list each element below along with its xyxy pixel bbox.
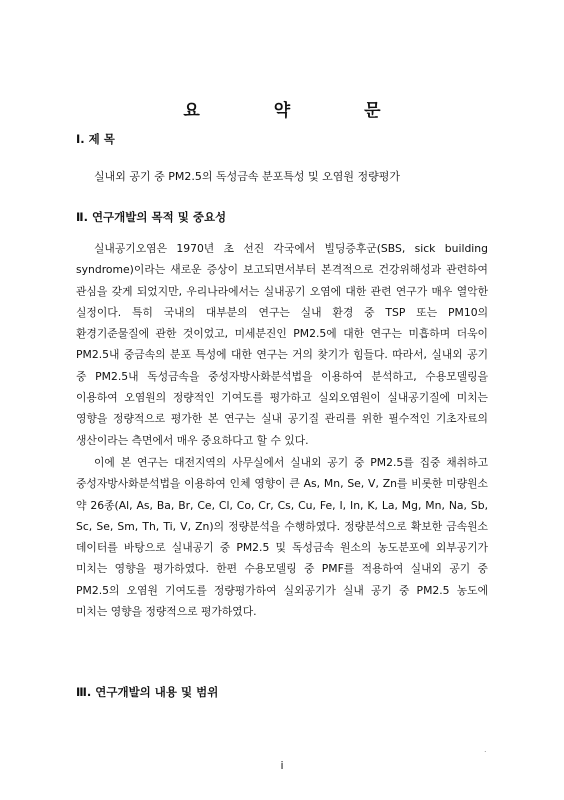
section-1-heading: Ⅰ. 제 목 xyxy=(76,132,115,146)
section-2-paragraph-1 xyxy=(76,238,488,451)
margin-mark: . xyxy=(484,745,487,754)
page-title xyxy=(0,96,564,121)
paragraph-1-text: 실내공기오염은 1970년 초 선진 각국에서 빌딩증후군(SBS, sick building syndrome)이라는 새로운 증상이 보고되면서부터 본격적으로 건강위해성과 관련하여 관심을 갖게 되었지만, 우리나라에서는 실내공기 오염에 대한 관련 연구가 매우 열악한 실정이다. 특히 국내의 대부분의 연구는 실내 환경 중 TSP 또는 PM10의 환경기준물질에 관한 것이었고, 미세분진인 PM2.5에 대한 연구는 미흡하며 더욱이 PM2.5내 중금속의 분포 특성에 대한 연구는 거의 찾기가 힘들다. 따라서, 실내외 공기 중 PM2.5내 독성금속을 중성자방사화분석법을 이용하여 분석하고, 수용모델링을 이용하여 오염원의 정량적인 기여도를 평가하고 실외오염원이 실내공기질에 미치는 영향을 정량적으로 평가한 본 연구는 실내 공기질 관리를 위한 필수적인 기초자료의 생산이라는 측면에서 매우 중요하다고 할 수 있다. xyxy=(76,242,488,447)
section-2-heading: Ⅱ. 연구개발의 목적 및 중요성 xyxy=(76,210,227,224)
section-2-paragraph-2 xyxy=(76,452,488,622)
report-subject: 실내외 공기 중 PM2.5의 독성금속 분포특성 및 오염원 정량평가 xyxy=(94,170,400,183)
title-char-3: 문 xyxy=(364,101,381,121)
section-3-heading: Ⅲ. 연구개발의 내용 및 범위 xyxy=(76,685,219,699)
paragraph-2-text: 이에 본 연구는 대전지역의 사무실에서 실내외 공기 중 PM2.5를 집중 채취하고 중성자방사화분석법을 이용하여 인체 영향이 큰 As, Mn, Se, V, Zn를 비롯한 미량원소 약 26종(Al, As, Ba, Br, Ce, Cl, Co, Cr, Cs, Cu, Fe, I, In, K, La, Mg, Mn, Na, Sb, Sc, Se, Sm, Th, Ti, V, Zn)의 정량분석을 수행하였다. 정량분석으로 확보한 금속원소 데이터를 바탕으로 실내공기 중 PM2.5 및 독성금속 원소의 농도분포에 외부공기가 미치는 영향을 평가하였다. 한편 수용모델링 중 PMF를 적용하여 실내외 공기 중 PM2.5의 오염원 기여도를 정량평가하여 실외공기가 실내 공기 중 PM2.5 농도에 미치는 영향을 정량적으로 평가하였다. xyxy=(76,456,488,619)
title-char-2: 약 xyxy=(273,101,291,121)
title-char-1: 요 xyxy=(183,101,200,121)
page-number: i xyxy=(280,759,284,772)
